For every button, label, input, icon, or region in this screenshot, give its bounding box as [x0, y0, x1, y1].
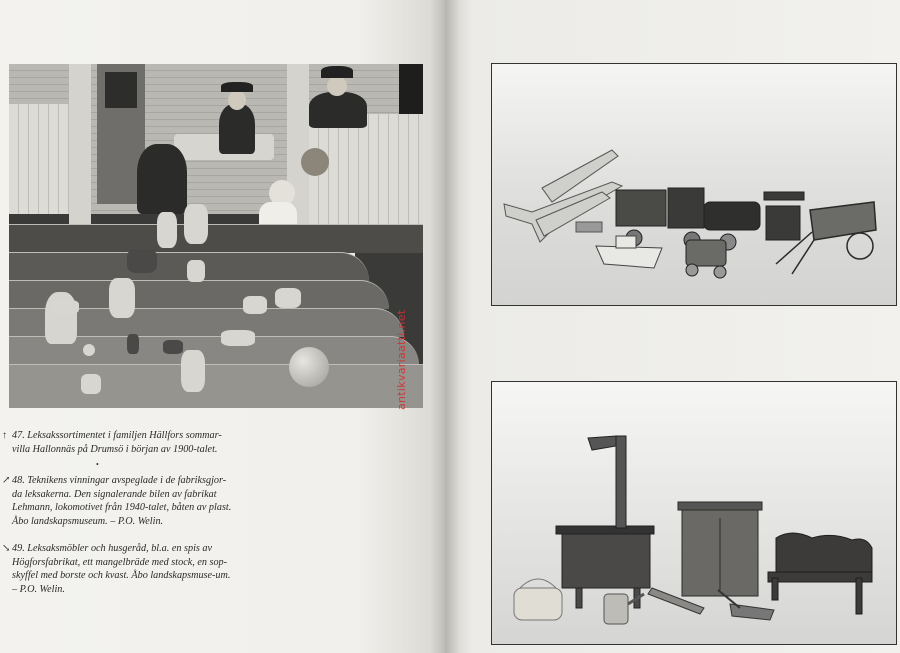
photo-49-illustration [492, 382, 896, 644]
caption-47 [0, 429, 240, 459]
toy-bowl [163, 340, 183, 354]
porch-railing [9, 104, 69, 214]
step [9, 224, 423, 253]
toy-airplane [504, 150, 622, 242]
toy-dog [221, 330, 255, 346]
man-figure [309, 92, 367, 128]
toy-ball-small [83, 344, 95, 356]
book-gutter [430, 0, 460, 653]
arrow-down-right-icon: ↘ [2, 543, 11, 554]
toy-dog [51, 300, 79, 314]
toy-doll [157, 212, 177, 248]
man-figure [219, 104, 255, 154]
step [9, 364, 423, 408]
toy-bottle [127, 334, 139, 354]
man-head [327, 76, 347, 96]
toy-figure [187, 260, 205, 282]
seated-figure [137, 144, 187, 214]
toy-pineapple [181, 350, 205, 392]
caption-dot: • [96, 460, 99, 469]
toy-lamb [243, 296, 267, 314]
toy-boat [596, 236, 662, 268]
porch-pillar [69, 64, 91, 224]
caption-text: 49. Leksaksmöbler och husgeråd, bl.a. en spis av Högforsfabrikat, ett mangelbräde med stock, en sop-skyffel med borste och kvast. Åbo landskapsmuse-um. – P.O. Welin. [12, 543, 231, 595]
house-window [399, 64, 423, 114]
arrow-up-icon: ↑ [2, 430, 7, 441]
arrow-up-right-icon: ↗ [2, 475, 11, 486]
toy-animal [127, 249, 157, 273]
photo-47-veranda-toys [9, 64, 423, 408]
man-head [228, 90, 246, 110]
toy-book [275, 288, 301, 308]
toy-telephone [764, 192, 804, 240]
photo-48-illustration [492, 64, 896, 305]
man-hat [221, 82, 253, 92]
toy-cabinet [678, 502, 762, 596]
caption-49 [0, 542, 240, 602]
photo-49-furniture [491, 381, 897, 645]
toy-doll [109, 278, 135, 318]
door-window [105, 72, 137, 108]
caption-text: 48. Teknikens vinningar avspeglade i de fabriksgjor-da leksakerna. Den signalerande bilen av fabrikat Lehmann, lokomotivet från 1940-talet, båten av plast. Åbo landskapsmuseum. – P.O. Welin. [12, 475, 232, 527]
toy-signal-car [686, 240, 726, 278]
toy-stove [556, 436, 654, 608]
caption-text: 47. Leksakssortimentet i familjen Hällfors sommar-villa Hallonnäs på Drumsö i början av 1900-talet. [12, 430, 222, 455]
toy-doll [184, 204, 208, 244]
man-hat [321, 66, 353, 78]
toy-watering-can [604, 594, 644, 624]
toy-cup [81, 374, 101, 394]
woman-head [301, 148, 329, 176]
toy-ball [289, 347, 329, 387]
toy-bench [768, 533, 872, 614]
watermark: antikvariaatti.net [395, 309, 408, 410]
caption-48 [0, 474, 240, 534]
photo-48-vehicles [491, 63, 897, 306]
toy-basket [514, 579, 562, 620]
